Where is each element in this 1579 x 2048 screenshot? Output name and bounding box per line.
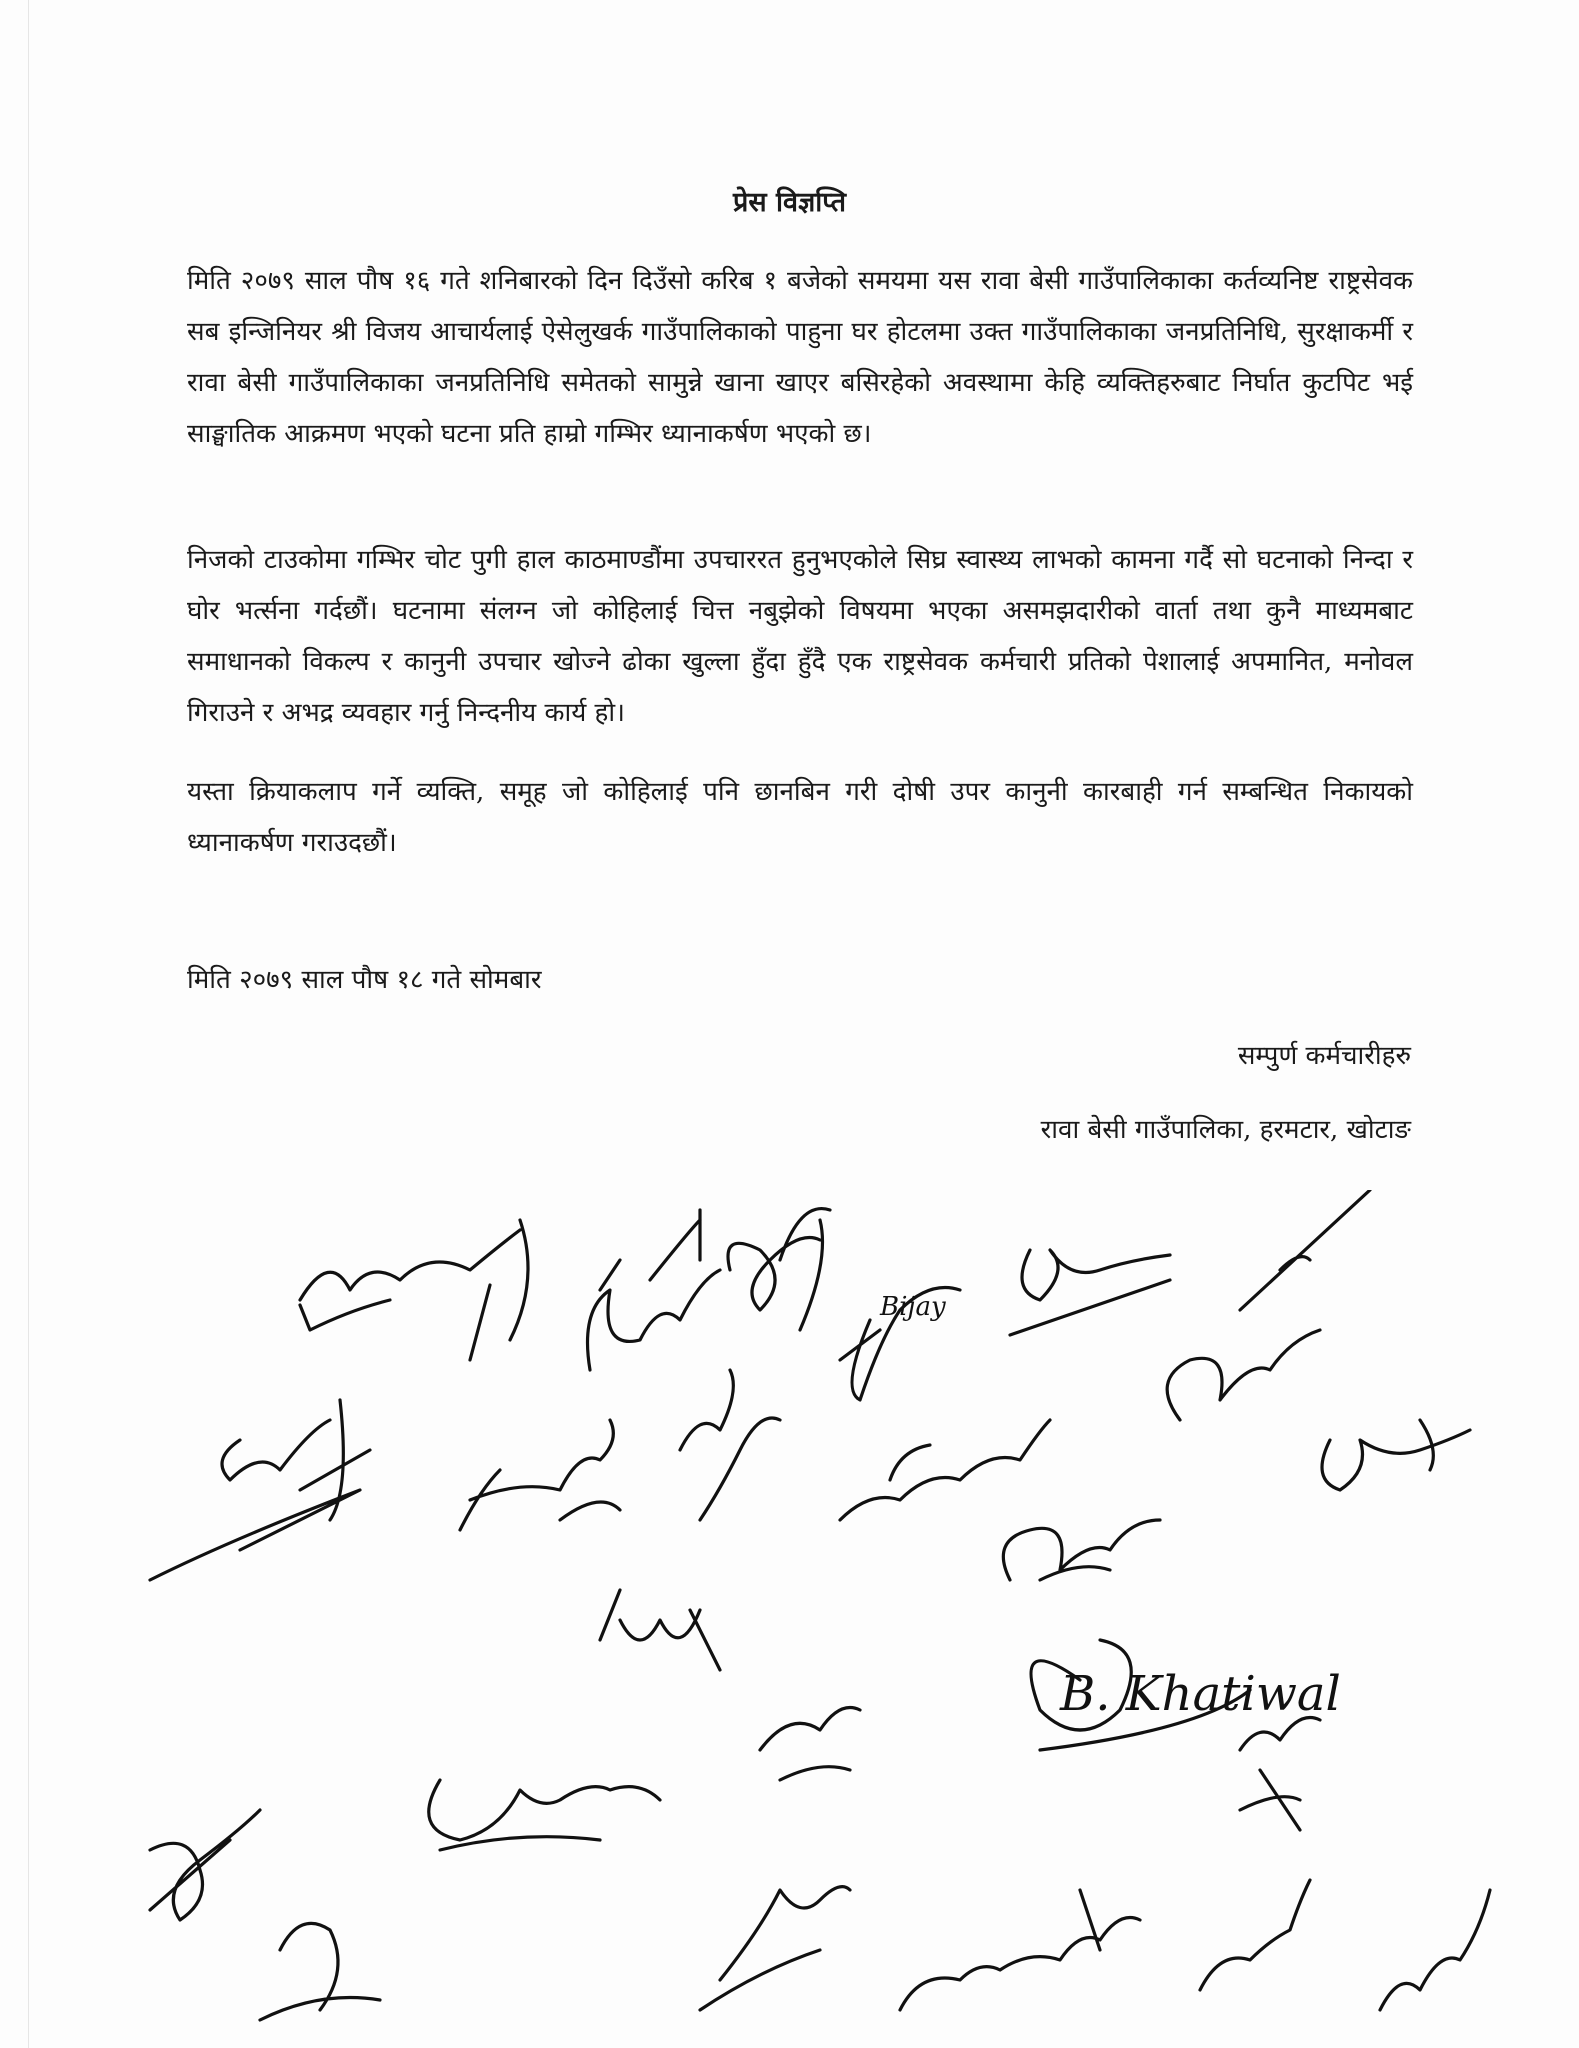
signature-khatiwal-text: B. Khatiwal [1060, 1666, 1341, 1722]
signature-17 [1240, 1718, 1320, 1831]
signature-10 [840, 1420, 1050, 1520]
signature-14 [760, 1708, 860, 1781]
document-title: प्रेस विज्ञप्ति [732, 187, 847, 218]
date-line: मिति २०७९ साल पौष १८ गते सोमबार [187, 965, 542, 995]
signature-20 [1200, 1880, 1310, 1990]
signature-9 [680, 1370, 780, 1520]
signature-16 [150, 1810, 260, 1920]
paragraph-incident: मिति २०७९ साल पौष १६ गते शनिबारको दिन दिउँसो करिब १ बजेको समयमा यस रावा बेसी गाउँपालिकाका कर्तव्यनिष्ट राष्ट्रसेवक सब इन्जिनियर श्री विजय आचार्यलाई ऐसेलुखर्क गाउँपालिकाको पाहुना घर होटलमा उक्त गाउँपालिकाका जनप्रतिनिधि, सुरक्षाकर्मी र रावा बेसी गाउँपालिकाका जनप्रतिनिधि समेतको सामुन्ने खाना खाएर बसिरहेको अवस्थामा केहि व्यक्तिहरुबाट निर्घात कुटपिट भई साङ्घातिक आक्रमण भएको घटना प्रति हाम्रो गम्भिर ध्यानाकर्षण भएको छ। [187, 266, 1413, 449]
signature-2 [588, 1210, 721, 1370]
signature-khatiwal [1031, 1640, 1341, 1750]
signature-19 [900, 1890, 1140, 2010]
signatures-block [0, 1190, 1579, 2048]
signature-5 [1010, 1250, 1170, 1335]
signature-18 [700, 1887, 850, 2010]
signatory-line: सम्पुर्ण कर्मचारीहरु [1237, 1041, 1411, 1071]
signature-7 [150, 1400, 370, 1580]
signature-13 [1003, 1520, 1160, 1580]
paragraph-condemnation: निजको टाउकोमा गम्भिर चोट पुगी हाल काठमाण्डौंमा उपचाररत हुनुभएकोले सिघ्र स्वास्थ्य लाभको कामना गर्दै सो घटनाको निन्दा र घोर भर्त्सना गर्दछौं। घटनामा संलग्न जो कोहिलाई चित्त नबुझेको विषयमा भएका असमझदारीको वार्ता तथा कुनै माध्यमबाट समाधानको विकल्प र कानुनी उपचार खोज्ने ढोका खुल्ला हुँदा हुँदै एक राष्ट्रसेवक कर्मचारी प्रतिको पेशालाई अपमानित, मनोवल गिराउने र अभद्र व्यवहार गर्नु निन्दनीय कार्य हो। [187, 545, 1413, 728]
svg-text:Bijay: Bijay [880, 1292, 946, 1322]
organization-line: रावा बेसी गाउँपालिका, हरमटार, खोटाङ [1040, 1115, 1411, 1145]
signature-6 [1167, 1190, 1370, 1420]
paragraph-demand: यस्ता क्रियाकलाप गर्ने व्यक्ति, समूह जो कोहिलाई पनि छानबिन गरी दोषी उपर कानुनी कारबाही गर्न सम्बन्धित निकायको ध्यानाकर्षण गराउदछौं। [187, 777, 1413, 858]
signature-1 [300, 1220, 528, 1360]
signature-11 [1322, 1420, 1470, 1490]
signature-22 [1380, 1890, 1490, 2010]
signature-15 [429, 1780, 660, 1850]
signature-4 [840, 1288, 960, 1401]
signature-12 [600, 1590, 720, 1670]
signature-3 [728, 1209, 830, 1330]
signature-21 [260, 1923, 380, 2020]
signature-8 [460, 1420, 620, 1530]
